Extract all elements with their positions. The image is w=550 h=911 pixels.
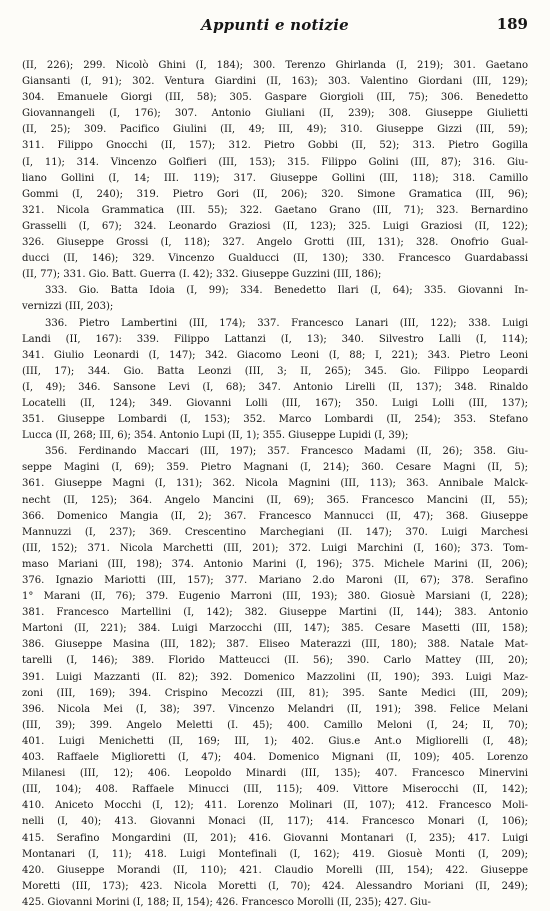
running-head [22,12,528,38]
text-line: liano Gollini (I, 14; III. 119); 317. Giuseppe Gollini (III, 118); 318. Camillo [22,172,528,184]
text-line: 341. Giulio Leonardi (I, 147); 342. Giacomo Leoni (I, 88; I, 221); 343. Pietro Leoni [22,349,528,361]
text-line: Milanesi (III, 12); 406. Leopoldo Minardi (III, 135); 407. Francesco Minervini [22,768,528,780]
text-line: 361. Giuseppe Magni (I, 131); 362. Nicola Magnini (III, 113); 363. Annibale Malck- [22,478,528,490]
text-line: Moretti (III, 173); 423. Nicola Moretti (I, 70); 424. Alessandro Moriani (II, 249); [22,880,528,892]
page-number: 189 [496,15,528,33]
text-line: 321. Nicola Grammatica (III. 55); 322. Gaetano Grano (III, 71); 323. Bernardino [22,204,528,216]
text-line: 415. Serafino Mongardini (II, 201); 416. Giovanni Montanari (I, 235); 417. Luigi [22,832,528,844]
text-line: (I, 49); 346. Sansone Levi (I, 68); 347. Antonio Lirelli (II, 137); 348. Rinaldo [22,381,528,393]
text-line: 1° Marani (II, 76); 379. Eugenio Marroni (III, 193); 380. Giosuè Marsiani (I, 228); [22,591,528,603]
text-line: 403. Raffaele Miglioretti (I, 47); 404. Domenico Mignani (II, 109); 405. Lorenzo [22,752,528,764]
text-line: Locatelli (II, 124); 349. Giovanni Lolli (III, 167); 350. Luigi Lolli (III, 137); [22,397,528,409]
page [22,12,528,911]
text-line: 304. Emanuele Giorgi (III, 58); 305. Gaspare Giorgioli (III, 75); 306. Benedetto [22,92,528,104]
text-line: 336. Pietro Lambertini (III, 174); 337. Francesco Lanari (III, 122); 338. Luigi [45,317,528,329]
text-line: Grasselli (I, 67); 324. Leonardo Graziosi (II, 123); 325. Luigi Graziosi (II, 122); [22,220,528,232]
text-line: 333. Gio. Batta Idoia (I, 99); 334. Benedetto Ilari (I, 64); 335. Giovanni In- [45,285,528,297]
text-line: nelli (I, 40); 413. Giovanni Monaci (II, 117); 414. Francesco Monari (I, 106); [22,816,528,828]
text-line: ducci (II, 146); 329. Vincenzo Gualducci (II, 130); 330. Francesco Guardabassi [22,253,528,265]
text-line: 396. Nicola Mei (I, 38); 397. Vincenzo Melandri (II, 191); 398. Felice Melani [22,703,528,715]
text-line: 410. Aniceto Mocchi (I, 12); 411. Lorenzo Molinari (II, 107); 412. Francesco Moli- [22,800,528,812]
text-line: 351. Giuseppe Lombardi (I, 153); 352. Marco Lombardi (II, 254); 353. Stefano [22,414,528,426]
text-line: (III, 152); 371. Nicola Marchetti (III, 201); 372. Luigi Marchini (I, 160); 373. Tom- [22,542,528,554]
text-line: 391. Luigi Mazzanti (II. 82); 392. Domenico Mazzolini (II, 190); 393. Luigi Maz- [22,671,528,683]
paragraph [22,444,528,911]
paragraph [22,58,528,283]
text-line: 401. Luigi Menichetti (II, 169; III, 1); 402. Gius.e Ant.o Migliorelli (I, 48); [22,735,528,747]
text-line: (III, 17); 344. Gio. Batta Leonzi (III, 3; II, 265); 345. Gio. Filippo Leopardi [22,365,528,377]
paragraph [22,316,528,445]
text-line: zoni (III, 169); 394. Crispino Mecozzi (III, 81); 395. Sante Medici (III, 209); [22,687,528,699]
text-line: Giansanti (I, 91); 302. Ventura Giardini (II, 163); 303. Valentino Giordani (III, 129); [22,76,528,88]
text-line: (I, 11); 314. Vincenzo Golfieri (III, 153); 315. Filippo Golini (III, 87); 316. Giu- [22,156,528,168]
text-line: 326. Giuseppe Grossi (I, 118); 327. Angelo Grotti (III, 131); 328. Onofrio Gual- [22,237,528,249]
text-line: Gommi (I, 240); 319. Pietro Gori (II, 206); 320. Simone Gramatica (III, 96); [22,188,528,200]
text-line: 366. Domenico Mangia (II, 2); 367. Francesco Mannucci (II, 47); 368. Giuseppe [22,510,528,522]
text-line: 425. Giovanni Morini (I, 188; II, 154); 426. Francesco Morolli (II, 235); 427. Giu- [22,896,431,908]
text-line: 420. Giuseppe Morandi (II, 110); 421. Claudio Morelli (III, 154); 422. Giuseppe [22,864,528,876]
text-line: (II, 77); 331. Gio. Batt. Guerra (I. 42); 332. Giuseppe Guzzini (III, 186); [22,269,382,281]
text-line: 311. Filippo Gnocchi (II, 157); 312. Pietro Gobbi (II, 52); 313. Pietro Gogilla [22,140,528,152]
text-line: 386. Giuseppe Masina (III, 182); 387. Eliseo Materazzi (III, 180); 388. Natale Mat- [22,639,528,651]
text-line: vernizzi (III, 203); [22,301,114,313]
text-line: tarelli (I, 146); 389. Florido Matteucci (II. 56); 390. Carlo Mattey (III, 20); [22,655,528,667]
text-line: (III, 104); 408. Raffaele Minucci (III, 115); 409. Vittore Miserocchi (II, 142); [22,784,528,796]
body-text [22,58,528,911]
text-line: Martoni (II, 221); 384. Luigi Marzocchi (III, 147); 385. Cesare Masetti (III, 158); [22,623,528,635]
text-line: seppe Magini (I, 69); 359. Pietro Magnani (I, 214); 360. Cesare Magni (II, 5); [22,462,528,474]
text-line: 356. Ferdinando Maccari (III, 197); 357. Francesco Madami (II, 26); 358. Giu- [45,446,528,458]
paragraph [22,283,528,315]
text-line: 381. Francesco Martellini (I, 142); 382. Giuseppe Martini (II, 144); 383. Antonio [22,607,528,619]
text-line: Landi (II, 167): 339. Filippo Lattanzi (I, 13); 340. Silvestro Lalli (I, 114); [22,333,528,345]
text-line: (II, 226); 299. Nicolò Ghini (I, 184); 300. Terenzo Ghirlanda (I, 219); 301. Gaetano [22,60,528,71]
text-line: Giovannangeli (I, 176); 307. Antonio Giuliani (II, 239); 308. Giuseppe Giulietti [22,108,528,120]
text-line: necht (II, 125); 364. Angelo Mancini (II, 69); 365. Francesco Mancini (II, 55); [22,494,528,506]
text-line: Mannuzzi (I, 237); 369. Crescentino Marchegiani (II. 147); 370. Luigi Marchesi [22,526,528,538]
text-line: Montanari (I, 11); 418. Luigi Montefinali (I, 162); 419. Giosuè Monti (I, 209); [22,848,528,860]
running-title: Appunti e notizie [201,16,349,34]
text-line: Lucca (II, 268; III, 6); 354. Antonio Lupi (II, 1); 355. Giuseppe Lupidi (I, 39); [22,430,409,442]
text-line: (III, 39); 399. Angelo Meletti (I. 45); 400. Camillo Meloni (I, 24; II, 70); [22,719,528,731]
text-line: maso Mariani (III, 198); 374. Antonio Marini (I, 196); 375. Michele Marini (II, 206); [22,558,528,570]
text-line: (II, 25); 309. Pacifico Giulini (II, 49; III, 49); 310. Giuseppe Gizzi (III, 59); [22,124,528,136]
text-line: 376. Ignazio Mariotti (III, 157); 377. Mariano 2.do Maroni (II, 67); 378. Serafino [22,575,528,586]
